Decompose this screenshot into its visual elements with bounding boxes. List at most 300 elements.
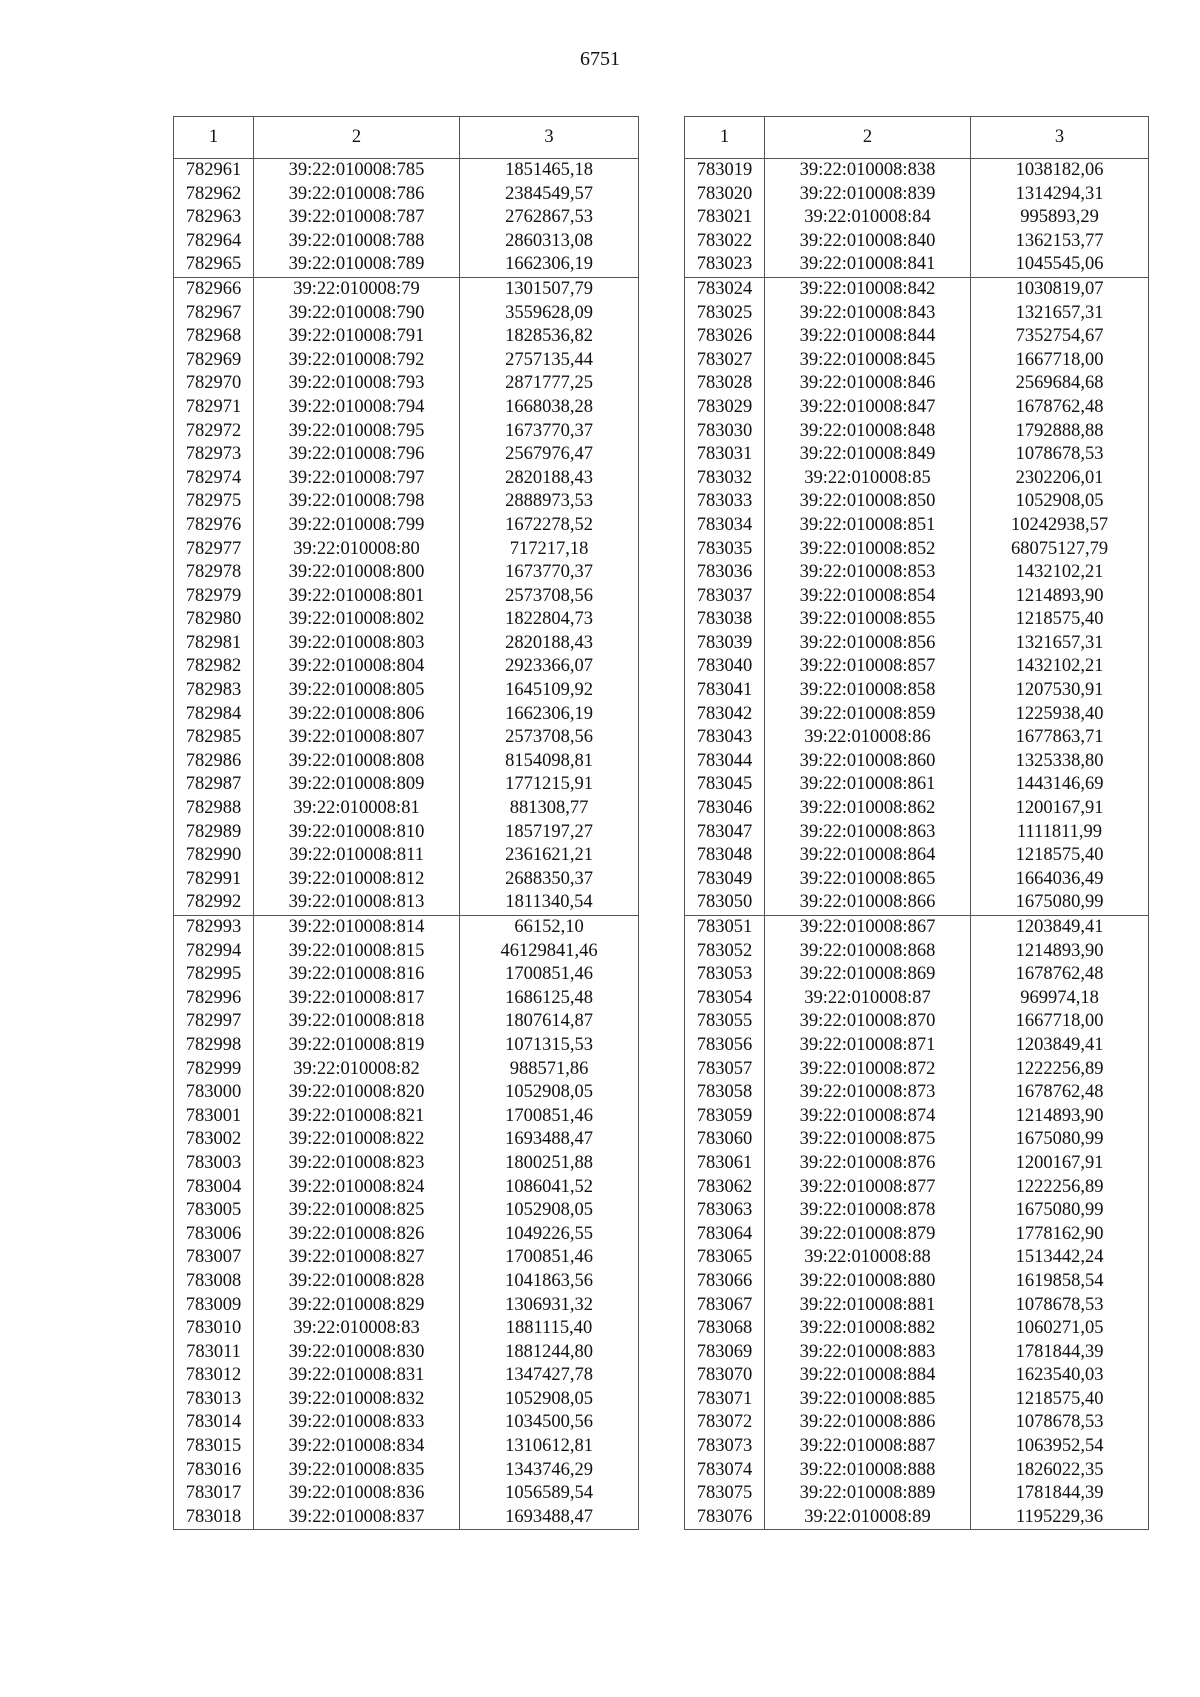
row-number-cell: 782976	[174, 514, 254, 538]
value-cell: 1225938,40	[971, 703, 1149, 727]
value-cell: 2871777,25	[460, 372, 639, 396]
value-cell: 1675080,99	[971, 1199, 1149, 1223]
cadastral-number-cell: 39:22:010008:824	[254, 1176, 460, 1200]
value-cell: 1672278,52	[460, 514, 639, 538]
table-row	[685, 773, 1149, 797]
table-row	[685, 1411, 1149, 1435]
table-row	[174, 1246, 639, 1270]
cadastral-number-cell: 39:22:010008:87	[765, 987, 971, 1011]
value-cell: 2923366,07	[460, 655, 639, 679]
value-cell: 1200167,91	[971, 1152, 1149, 1176]
cadastral-number-cell: 39:22:010008:851	[765, 514, 971, 538]
value-cell: 1078678,53	[971, 1411, 1149, 1435]
value-cell: 1673770,37	[460, 420, 639, 444]
table-row	[174, 396, 639, 420]
row-number-cell: 783052	[685, 940, 765, 964]
cadastral-number-cell: 39:22:010008:807	[254, 726, 460, 750]
row-number-cell: 783038	[685, 608, 765, 632]
cadastral-number-cell: 39:22:010008:835	[254, 1459, 460, 1483]
cadastral-number-cell: 39:22:010008:854	[765, 585, 971, 609]
row-number-cell: 782963	[174, 206, 254, 230]
row-number-cell: 783026	[685, 325, 765, 349]
table-row	[685, 1246, 1149, 1270]
row-number-cell: 783015	[174, 1435, 254, 1459]
cadastral-number-cell: 39:22:010008:799	[254, 514, 460, 538]
value-cell: 1792888,88	[971, 420, 1149, 444]
table-row	[174, 206, 639, 230]
table-row	[174, 1010, 639, 1034]
value-cell: 1857197,27	[460, 821, 639, 845]
value-cell: 1686125,48	[460, 987, 639, 1011]
row-number-cell: 783070	[685, 1364, 765, 1388]
table-row	[685, 1317, 1149, 1341]
value-cell: 68075127,79	[971, 538, 1149, 562]
table-row	[174, 940, 639, 964]
value-cell: 1828536,82	[460, 325, 639, 349]
table-row	[174, 608, 639, 632]
value-cell: 1881115,40	[460, 1317, 639, 1341]
row-number-cell: 783005	[174, 1199, 254, 1223]
table-row	[174, 1152, 639, 1176]
value-cell: 1811340,54	[460, 891, 639, 915]
value-cell: 1677863,71	[971, 726, 1149, 750]
row-number-cell: 782970	[174, 372, 254, 396]
table-row	[685, 1341, 1149, 1365]
value-cell: 1513442,24	[971, 1246, 1149, 1270]
cadastral-number-cell: 39:22:010008:805	[254, 679, 460, 703]
cadastral-number-cell: 39:22:010008:794	[254, 396, 460, 420]
cadastral-number-cell: 39:22:010008:846	[765, 372, 971, 396]
value-cell: 2888973,53	[460, 490, 639, 514]
table-row	[174, 1081, 639, 1105]
row-number-cell: 782977	[174, 538, 254, 562]
table-row	[685, 1058, 1149, 1082]
cadastral-number-cell: 39:22:010008:828	[254, 1270, 460, 1294]
row-number-cell: 782972	[174, 420, 254, 444]
table-row	[174, 703, 639, 727]
value-cell: 2302206,01	[971, 467, 1149, 491]
table-row	[685, 1459, 1149, 1483]
table-row	[685, 987, 1149, 1011]
table-row	[174, 467, 639, 491]
table-row	[685, 1223, 1149, 1247]
value-cell: 1045545,06	[971, 253, 1149, 277]
table-row	[174, 679, 639, 703]
value-cell: 1343746,29	[460, 1459, 639, 1483]
value-cell: 8154098,81	[460, 750, 639, 774]
value-cell: 1432102,21	[971, 561, 1149, 585]
cadastral-number-cell: 39:22:010008:879	[765, 1223, 971, 1247]
row-number-cell: 783045	[685, 773, 765, 797]
table-row	[174, 325, 639, 349]
cadastral-number-cell: 39:22:010008:875	[765, 1128, 971, 1152]
table-row	[174, 773, 639, 797]
row-number-cell: 782993	[174, 916, 254, 940]
table-row	[174, 797, 639, 821]
table-row	[685, 302, 1149, 326]
cadastral-number-cell: 39:22:010008:793	[254, 372, 460, 396]
value-cell: 66152,10	[460, 916, 639, 940]
value-cell: 1667718,00	[971, 1010, 1149, 1034]
right-table-header	[685, 117, 1149, 159]
row-number-cell: 783013	[174, 1388, 254, 1412]
table-row	[685, 868, 1149, 892]
cadastral-number-cell: 39:22:010008:882	[765, 1317, 971, 1341]
table-row	[685, 443, 1149, 467]
table-row	[685, 608, 1149, 632]
value-cell: 1214893,90	[971, 1105, 1149, 1129]
row-number-cell: 783029	[685, 396, 765, 420]
table-row	[685, 396, 1149, 420]
cadastral-number-cell: 39:22:010008:886	[765, 1411, 971, 1435]
row-number-cell: 783001	[174, 1105, 254, 1129]
cadastral-number-cell: 39:22:010008:85	[765, 467, 971, 491]
value-cell: 1662306,19	[460, 703, 639, 727]
cadastral-number-cell: 39:22:010008:848	[765, 420, 971, 444]
table-row	[174, 1105, 639, 1129]
cadastral-number-cell: 39:22:010008:826	[254, 1223, 460, 1247]
value-cell: 1052908,05	[460, 1388, 639, 1412]
value-cell: 2569684,68	[971, 372, 1149, 396]
value-cell: 1678762,48	[971, 1081, 1149, 1105]
cadastral-number-cell: 39:22:010008:786	[254, 183, 460, 207]
table-row	[174, 1294, 639, 1318]
row-number-cell: 783021	[685, 206, 765, 230]
column-header-1: 1	[174, 117, 254, 159]
cadastral-number-cell: 39:22:010008:88	[765, 1246, 971, 1270]
cadastral-number-cell: 39:22:010008:853	[765, 561, 971, 585]
cadastral-number-cell: 39:22:010008:823	[254, 1152, 460, 1176]
page-number: 6751	[580, 48, 620, 70]
row-number-cell: 783027	[685, 349, 765, 373]
table-row	[685, 963, 1149, 987]
cadastral-number-cell: 39:22:010008:867	[765, 916, 971, 940]
cadastral-number-cell: 39:22:010008:808	[254, 750, 460, 774]
cadastral-number-cell: 39:22:010008:83	[254, 1317, 460, 1341]
cadastral-number-cell: 39:22:010008:80	[254, 538, 460, 562]
table-row	[174, 1034, 639, 1058]
row-number-cell: 783055	[685, 1010, 765, 1034]
table-row	[174, 821, 639, 845]
cadastral-number-cell: 39:22:010008:889	[765, 1482, 971, 1506]
cadastral-number-cell: 39:22:010008:834	[254, 1435, 460, 1459]
value-cell: 1030819,07	[971, 277, 1149, 301]
cadastral-number-cell: 39:22:010008:840	[765, 230, 971, 254]
column-header-2: 2	[765, 117, 971, 159]
row-number-cell: 782967	[174, 302, 254, 326]
left-table-body	[174, 159, 639, 1530]
row-number-cell: 782989	[174, 821, 254, 845]
value-cell: 2384549,57	[460, 183, 639, 207]
cadastral-number-cell: 39:22:010008:857	[765, 655, 971, 679]
row-number-cell: 783046	[685, 797, 765, 821]
table-row	[174, 1459, 639, 1483]
cadastral-number-cell: 39:22:010008:855	[765, 608, 971, 632]
row-number-cell: 783074	[685, 1459, 765, 1483]
row-number-cell: 783037	[685, 585, 765, 609]
cadastral-number-cell: 39:22:010008:801	[254, 585, 460, 609]
table-row	[685, 750, 1149, 774]
value-cell: 969974,18	[971, 987, 1149, 1011]
cadastral-number-cell: 39:22:010008:841	[765, 253, 971, 277]
table-row	[174, 891, 639, 915]
table-row	[174, 1341, 639, 1365]
cadastral-number-cell: 39:22:010008:839	[765, 183, 971, 207]
row-number-cell: 782973	[174, 443, 254, 467]
value-cell: 1314294,31	[971, 183, 1149, 207]
row-number-cell: 782987	[174, 773, 254, 797]
table-row	[685, 1294, 1149, 1318]
value-cell: 1195229,36	[971, 1506, 1149, 1530]
cadastral-number-cell: 39:22:010008:885	[765, 1388, 971, 1412]
cadastral-number-cell: 39:22:010008:790	[254, 302, 460, 326]
row-number-cell: 783047	[685, 821, 765, 845]
value-cell: 46129841,46	[460, 940, 639, 964]
row-number-cell: 782985	[174, 726, 254, 750]
row-number-cell: 783043	[685, 726, 765, 750]
table-row	[685, 844, 1149, 868]
value-cell: 1619858,54	[971, 1270, 1149, 1294]
cadastral-number-cell: 39:22:010008:871	[765, 1034, 971, 1058]
value-cell: 3559628,09	[460, 302, 639, 326]
table-row	[685, 632, 1149, 656]
value-cell: 2688350,37	[460, 868, 639, 892]
row-number-cell: 782979	[174, 585, 254, 609]
value-cell: 1041863,56	[460, 1270, 639, 1294]
row-number-cell: 782965	[174, 253, 254, 277]
value-cell: 1063952,54	[971, 1435, 1149, 1459]
value-cell: 881308,77	[460, 797, 639, 821]
table-row	[174, 726, 639, 750]
row-number-cell: 782966	[174, 277, 254, 301]
cadastral-number-cell: 39:22:010008:856	[765, 632, 971, 656]
value-cell: 1060271,05	[971, 1317, 1149, 1341]
cadastral-number-cell: 39:22:010008:838	[765, 159, 971, 183]
cadastral-number-cell: 39:22:010008:829	[254, 1294, 460, 1318]
table-row	[685, 1105, 1149, 1129]
value-cell: 2820188,43	[460, 632, 639, 656]
table-row	[685, 538, 1149, 562]
cadastral-number-cell: 39:22:010008:814	[254, 916, 460, 940]
value-cell: 1038182,06	[971, 159, 1149, 183]
cadastral-number-cell: 39:22:010008:785	[254, 159, 460, 183]
value-cell: 1807614,87	[460, 1010, 639, 1034]
value-cell: 10242938,57	[971, 514, 1149, 538]
cadastral-number-cell: 39:22:010008:873	[765, 1081, 971, 1105]
row-number-cell: 783051	[685, 916, 765, 940]
row-number-cell: 783004	[174, 1176, 254, 1200]
cadastral-number-cell: 39:22:010008:845	[765, 349, 971, 373]
value-cell: 1218575,40	[971, 608, 1149, 632]
row-number-cell: 783064	[685, 1223, 765, 1247]
row-number-cell: 783010	[174, 1317, 254, 1341]
value-cell: 1623540,03	[971, 1364, 1149, 1388]
cadastral-number-cell: 39:22:010008:887	[765, 1435, 971, 1459]
row-number-cell: 782991	[174, 868, 254, 892]
left-table-header	[174, 117, 639, 159]
row-number-cell: 782990	[174, 844, 254, 868]
cadastral-number-cell: 39:22:010008:81	[254, 797, 460, 821]
cadastral-number-cell: 39:22:010008:820	[254, 1081, 460, 1105]
row-number-cell: 783040	[685, 655, 765, 679]
table-row	[174, 1482, 639, 1506]
value-cell: 1662306,19	[460, 253, 639, 277]
table-row	[685, 1435, 1149, 1459]
row-number-cell: 782999	[174, 1058, 254, 1082]
cadastral-number-cell: 39:22:010008:850	[765, 490, 971, 514]
row-number-cell: 783035	[685, 538, 765, 562]
cadastral-number-cell: 39:22:010008:859	[765, 703, 971, 727]
cadastral-number-cell: 39:22:010008:876	[765, 1152, 971, 1176]
cadastral-number-cell: 39:22:010008:811	[254, 844, 460, 868]
row-number-cell: 783022	[685, 230, 765, 254]
cadastral-number-cell: 39:22:010008:832	[254, 1388, 460, 1412]
table-row	[685, 183, 1149, 207]
cadastral-number-cell: 39:22:010008:803	[254, 632, 460, 656]
cadastral-number-cell: 39:22:010008:86	[765, 726, 971, 750]
row-number-cell: 782998	[174, 1034, 254, 1058]
row-number-cell: 783073	[685, 1435, 765, 1459]
column-header-3: 3	[971, 117, 1149, 159]
cadastral-number-cell: 39:22:010008:797	[254, 467, 460, 491]
table-row	[174, 1176, 639, 1200]
cadastral-number-cell: 39:22:010008:831	[254, 1364, 460, 1388]
table-row	[685, 230, 1149, 254]
value-cell: 1881244,80	[460, 1341, 639, 1365]
cadastral-number-cell: 39:22:010008:809	[254, 773, 460, 797]
column-header-2: 2	[254, 117, 460, 159]
table-row	[174, 1270, 639, 1294]
value-cell: 2757135,44	[460, 349, 639, 373]
row-number-cell: 783011	[174, 1341, 254, 1365]
value-cell: 2860313,08	[460, 230, 639, 254]
table-row	[174, 916, 639, 940]
table-row	[174, 868, 639, 892]
cadastral-number-cell: 39:22:010008:862	[765, 797, 971, 821]
row-number-cell: 783048	[685, 844, 765, 868]
table-row	[174, 253, 639, 277]
row-number-cell: 783019	[685, 159, 765, 183]
cadastral-number-cell: 39:22:010008:810	[254, 821, 460, 845]
value-cell: 1664036,49	[971, 868, 1149, 892]
row-number-cell: 783071	[685, 1388, 765, 1412]
cadastral-number-cell: 39:22:010008:849	[765, 443, 971, 467]
row-number-cell: 782997	[174, 1010, 254, 1034]
table-row	[174, 655, 639, 679]
row-number-cell: 783016	[174, 1459, 254, 1483]
cadastral-number-cell: 39:22:010008:806	[254, 703, 460, 727]
row-number-cell: 783050	[685, 891, 765, 915]
value-cell: 1207530,91	[971, 679, 1149, 703]
value-cell: 1645109,92	[460, 679, 639, 703]
row-number-cell: 782994	[174, 940, 254, 964]
value-cell: 1078678,53	[971, 1294, 1149, 1318]
cadastral-number-cell: 39:22:010008:847	[765, 396, 971, 420]
row-number-cell: 783049	[685, 868, 765, 892]
table-row	[174, 302, 639, 326]
table-row	[685, 916, 1149, 940]
row-number-cell: 782978	[174, 561, 254, 585]
cadastral-number-cell: 39:22:010008:883	[765, 1341, 971, 1365]
value-cell: 1218575,40	[971, 1388, 1149, 1412]
row-number-cell: 782962	[174, 183, 254, 207]
table-row	[685, 372, 1149, 396]
value-cell: 1310612,81	[460, 1435, 639, 1459]
value-cell: 1071315,53	[460, 1034, 639, 1058]
value-cell: 1432102,21	[971, 655, 1149, 679]
row-number-cell: 783066	[685, 1270, 765, 1294]
cadastral-number-cell: 39:22:010008:82	[254, 1058, 460, 1082]
column-header-3: 3	[460, 117, 639, 159]
value-cell: 1781844,39	[971, 1482, 1149, 1506]
row-number-cell: 783056	[685, 1034, 765, 1058]
cadastral-number-cell: 39:22:010008:843	[765, 302, 971, 326]
value-cell: 1078678,53	[971, 443, 1149, 467]
table-row	[685, 1081, 1149, 1105]
row-number-cell: 783020	[685, 183, 765, 207]
table-row	[685, 1128, 1149, 1152]
table-row	[685, 821, 1149, 845]
cadastral-number-cell: 39:22:010008:877	[765, 1176, 971, 1200]
row-number-cell: 782983	[174, 679, 254, 703]
row-number-cell: 783068	[685, 1317, 765, 1341]
row-number-cell: 782984	[174, 703, 254, 727]
row-number-cell: 782968	[174, 325, 254, 349]
value-cell: 1301507,79	[460, 277, 639, 301]
row-number-cell: 783000	[174, 1081, 254, 1105]
row-number-cell: 783006	[174, 1223, 254, 1247]
value-cell: 1678762,48	[971, 963, 1149, 987]
value-cell: 2573708,56	[460, 726, 639, 750]
table-row	[685, 726, 1149, 750]
table-row	[685, 1152, 1149, 1176]
cadastral-number-cell: 39:22:010008:860	[765, 750, 971, 774]
row-number-cell: 782996	[174, 987, 254, 1011]
value-cell: 1673770,37	[460, 561, 639, 585]
table-row	[685, 703, 1149, 727]
row-number-cell: 783053	[685, 963, 765, 987]
row-number-cell: 783008	[174, 1270, 254, 1294]
table-row	[174, 632, 639, 656]
value-cell: 1056589,54	[460, 1482, 639, 1506]
value-cell: 1222256,89	[971, 1058, 1149, 1082]
value-cell: 1693488,47	[460, 1128, 639, 1152]
row-number-cell: 783024	[685, 277, 765, 301]
table-row	[685, 490, 1149, 514]
table-row	[174, 420, 639, 444]
table-row	[685, 585, 1149, 609]
row-number-cell: 782988	[174, 797, 254, 821]
value-cell: 1678762,48	[971, 396, 1149, 420]
cadastral-number-cell: 39:22:010008:870	[765, 1010, 971, 1034]
table-row	[685, 325, 1149, 349]
row-number-cell: 782992	[174, 891, 254, 915]
table-row	[174, 750, 639, 774]
row-number-cell: 783039	[685, 632, 765, 656]
table-row	[174, 538, 639, 562]
value-cell: 1203849,41	[971, 1034, 1149, 1058]
row-number-cell: 783072	[685, 1411, 765, 1435]
value-cell: 717217,18	[460, 538, 639, 562]
table-row	[685, 1199, 1149, 1223]
table-row	[685, 1176, 1149, 1200]
cadastral-number-cell: 39:22:010008:798	[254, 490, 460, 514]
row-number-cell: 783017	[174, 1482, 254, 1506]
cadastral-number-cell: 39:22:010008:864	[765, 844, 971, 868]
value-cell: 1700851,46	[460, 1105, 639, 1129]
cadastral-number-cell: 39:22:010008:804	[254, 655, 460, 679]
table-row	[174, 230, 639, 254]
